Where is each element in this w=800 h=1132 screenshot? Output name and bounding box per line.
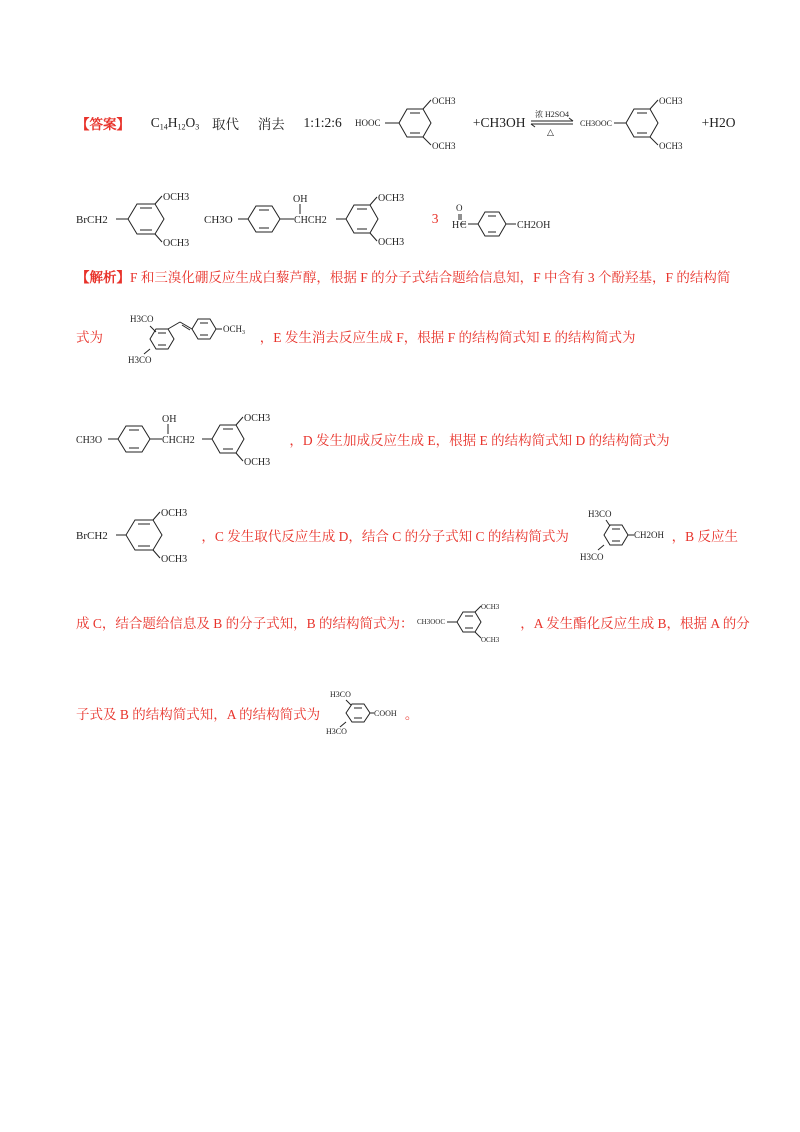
- svg-text:△: △: [546, 127, 554, 137]
- svg-text:C: C: [459, 220, 467, 231]
- svg-text:BrCH2: BrCH2: [76, 214, 108, 226]
- analysis-text-2a: 式为: [76, 330, 103, 345]
- structure-bromide-d-repeat: [76, 504, 198, 566]
- answer-line-2: [76, 188, 565, 250]
- analysis-text-2b: ，E 发生消去反应生成 F，根据 F 的结构简式知 E 的结构简式为: [259, 330, 636, 345]
- analysis-line-6: [76, 688, 418, 738]
- svg-text:OCH3: OCH3: [480, 603, 500, 611]
- isomer-count: 3: [431, 211, 439, 226]
- svg-text:CH3O: CH3O: [204, 214, 234, 226]
- svg-text:CH2OH: CH2OH: [634, 530, 665, 540]
- analysis-text-4a: ，C 发生取代反应生成 D，结合 C 的分子式知 C 的结构简式为: [201, 529, 569, 544]
- analysis-line-5: [76, 600, 750, 644]
- molecular-formula: $C_{14}H_{12}O_3$: [150, 115, 200, 132]
- analysis-line-3: [76, 408, 670, 470]
- svg-text:OCH3: OCH3: [431, 96, 456, 106]
- structure-bromide-d: [76, 188, 201, 250]
- structure-alcohol-e-repeat: [76, 408, 286, 470]
- analysis-text-5b: ，A 发生酯化反应生成 B，根据 A 的分: [520, 616, 750, 631]
- svg-text:H3CO: H3CO: [128, 355, 152, 364]
- plus-water: +H2O: [701, 115, 736, 130]
- structure-alcohol-c: [572, 507, 668, 563]
- svg-text:CH3OOC: CH3OOC: [416, 618, 445, 626]
- analysis-text-6a: 子式及 B 的结构简式知，A 的结构简式为: [76, 707, 321, 722]
- analysis-line-1: [76, 266, 730, 286]
- analysis-text-4b: ，B 反应生: [671, 529, 739, 544]
- answer-line-1: [76, 95, 736, 151]
- svg-text:OCH3: OCH3: [659, 96, 683, 106]
- analysis-text-5a: 成 C，结合题给信息及 B 的分子式知，B 的结构简式为：: [76, 616, 414, 631]
- structure-ester-b: [580, 95, 698, 151]
- answer-label: 【答案】: [76, 117, 130, 132]
- svg-text:CH3O: CH3O: [76, 435, 103, 446]
- analysis-text-3: ，D 发生加成反应生成 E，根据 E 的结构简式知 D 的结构简式为: [289, 433, 670, 448]
- structure-acid-a: [355, 95, 470, 151]
- peak-ratio: 1:1:2:6: [303, 115, 342, 130]
- analysis-label: 【解析】: [76, 270, 130, 285]
- analysis-text-6b: 。: [404, 707, 419, 722]
- svg-text:OCH3: $OCH_3$: [223, 324, 246, 336]
- svg-text:OCH3: OCH3: [163, 192, 190, 203]
- analysis-text-1: F 和三溴化硼反应生成白藜芦醇，根据 F 的分子式结合题给信息知，F 中含有 3 个酚羟基，F 的结构简: [130, 270, 731, 285]
- svg-text:OCH3: OCH3: [244, 413, 271, 424]
- plus-methanol: +CH3OH: [472, 115, 526, 130]
- svg-text:OCH3: OCH3: [163, 238, 190, 249]
- svg-text:COOH: COOH: [373, 709, 397, 718]
- svg-text:BrCH2: BrCH2: [76, 530, 108, 542]
- svg-text:CHCH2: CHCH2: [294, 215, 328, 226]
- svg-text:OCH3: OCH3: [480, 636, 500, 644]
- structure-aldehyde: [450, 199, 565, 239]
- svg-text:OCH3: OCH3: [431, 141, 456, 151]
- svg-text:H3CO: H3CO: [588, 509, 612, 519]
- reversible-arrow: [529, 108, 577, 138]
- svg-text:CHCH2: CHCH2: [162, 435, 195, 446]
- svg-text:OCH3: OCH3: [244, 457, 271, 468]
- svg-text:OCH3: OCH3: [378, 237, 405, 248]
- svg-text:OCH3: OCH3: [161, 508, 188, 519]
- structure-acid-a-repeat: [324, 688, 402, 738]
- svg-text:HOOC: HOOC: [354, 118, 381, 128]
- analysis-line-4: [76, 504, 738, 566]
- svg-text:OCH3: OCH3: [378, 193, 405, 204]
- svg-text:H3CO: H3CO: [580, 552, 604, 562]
- svg-text:H3CO: H3CO: [329, 690, 351, 699]
- svg-text:OH: OH: [162, 414, 177, 425]
- svg-text:CH3OOC: CH3OOC: [580, 119, 613, 128]
- analysis-line-2: [76, 308, 636, 364]
- svg-text:OCH3: OCH3: [659, 141, 683, 151]
- reaction-type-substitution: 取代: [212, 117, 240, 132]
- structure-ester-b-repeat: [417, 600, 517, 644]
- svg-text:OH: OH: [293, 194, 308, 205]
- svg-text:O: O: [455, 203, 463, 213]
- svg-text:CH2OH: CH2OH: [516, 220, 551, 231]
- svg-text:H3CO: H3CO: [130, 314, 154, 324]
- svg-text:H: H: [451, 220, 460, 231]
- structure-stilbene-f: [106, 308, 256, 364]
- svg-text:浓 H2SO4: 浓 H2SO4: [534, 110, 569, 119]
- svg-text:H3CO: H3CO: [325, 727, 347, 736]
- reaction-type-elimination: 消去: [257, 117, 285, 132]
- structure-alcohol-e: [204, 188, 424, 250]
- svg-text:OCH3: OCH3: [161, 554, 188, 565]
